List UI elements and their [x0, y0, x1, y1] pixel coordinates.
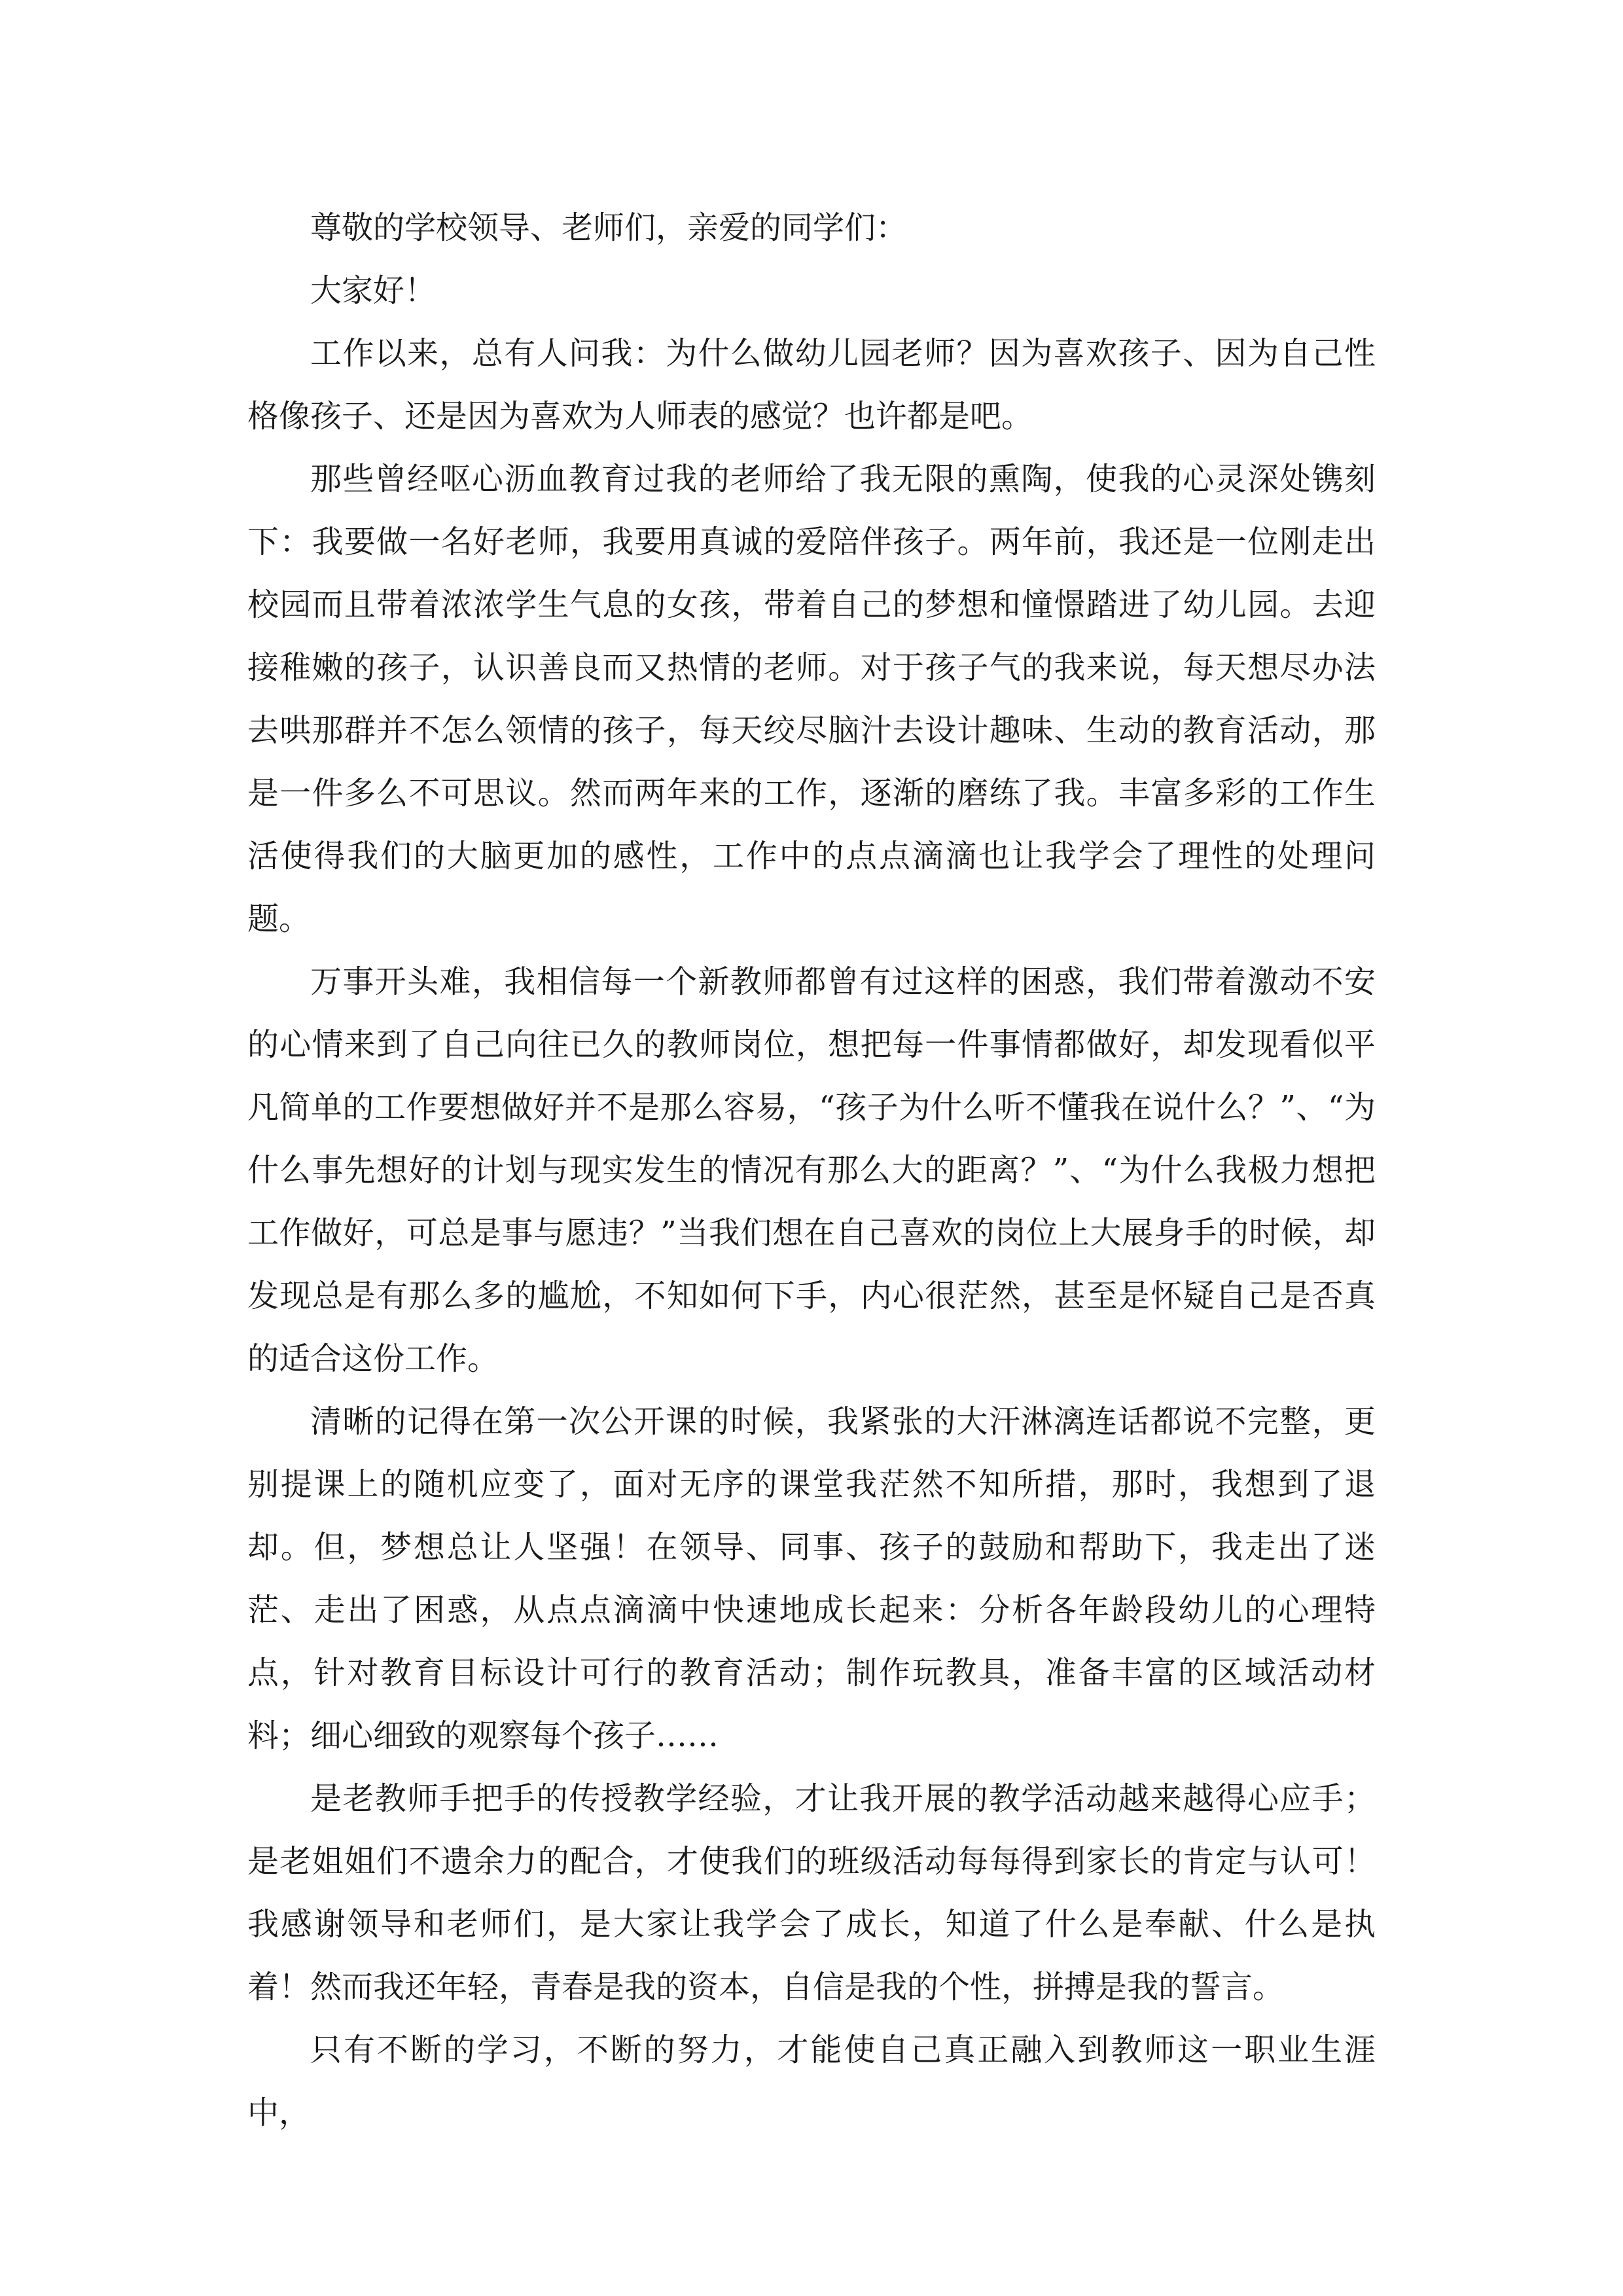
paragraph: 只有不断的学习，不断的努力，才能使自己真正融入到教师这一职业生涯中，	[247, 2032, 1376, 2131]
paragraph: 是老教师手把手的传授教学经验，才让我开展的教学活动越来越得心应手；是老姐姐们不遗余力的配合，才使我们的班级活动每每得到家长的肯定与认可！我感谢领导和老师们，是大家让我学会了成长，知道了什么是奉献、什么是执着！然而我还年轻，青春是我的资本，自信是我的个性，拼搏是我的誓言。	[247, 1780, 1376, 2005]
paragraph: 那些曾经呕心沥血教育过我的老师给了我无限的熏陶，使我的心灵深处镌刻下：我要做一名好老师，我要用真诚的爱陪伴孩子。两年前，我还是一位刚走出校园而且带着浓浓学生气息的女孩，带着自己的梦想和憧憬踏进了幼儿园。去迎接稚嫩的孩子，认识善良而又热情的老师。对于孩子气的我来说，每天想尽办法去哄那群并不怎么领情的孩子，每天绞尽脑汁去设计趣味、生动的教育活动，那是一件多么不可思议。然而两年来的工作，逐渐的磨练了我。丰富多彩的工作生活使得我们的大脑更加的感性，工作中的点点滴滴也让我学会了理性的处理问题。	[247, 461, 1376, 937]
greeting: 大家好！	[310, 272, 437, 309]
paragraph: 万事开头难，我相信每一个新教师都曾有过这样的困惑，我们带着激动不安的心情来到了自己向往已久的教师岗位，想把每一件事情都做好，却发现看似平凡简单的工作要想做好并不是那么容易，“孩子为什么听不懂我在说什么？”、“为什么事先想好的计划与现实发生的情况有那么大的距离？”、“为什么我极力想把工作做好，可总是事与愿违？”当我们想在自己喜欢的岗位上大展身手的时候，却发现总是有那么多的尴尬，不知如何下手，内心很茫然，甚至是怀疑自己是否真的适合这份工作。	[247, 963, 1376, 1377]
paragraph: 工作以来，总有人问我：为什么做幼儿园老师？因为喜欢孩子、因为自己性格像孩子、还是因为喜欢为人师表的感觉？也许都是吧。	[247, 335, 1376, 435]
salutation: 尊敬的学校领导、老师们，亲爱的同学们：	[310, 209, 908, 246]
paragraph: 清晰的记得在第一次公开课的时候，我紧张的大汗淋漓连话都说不完整，更别提课上的随机应变了，面对无序的课堂我茫然不知所措，那时，我想到了退却。但，梦想总让人坚强！在领导、同事、孩子的鼓励和帮助下，我走出了迷茫、走出了困惑，从点点滴滴中快速地成长起来：分析各年龄段幼儿的心理特点，针对教育目标设计可行的教育活动；制作玩教具，准备丰富的区域活动材料；细心细致的观察每个孩子……	[247, 1403, 1376, 1754]
document-body	[247, 196, 1376, 2144]
